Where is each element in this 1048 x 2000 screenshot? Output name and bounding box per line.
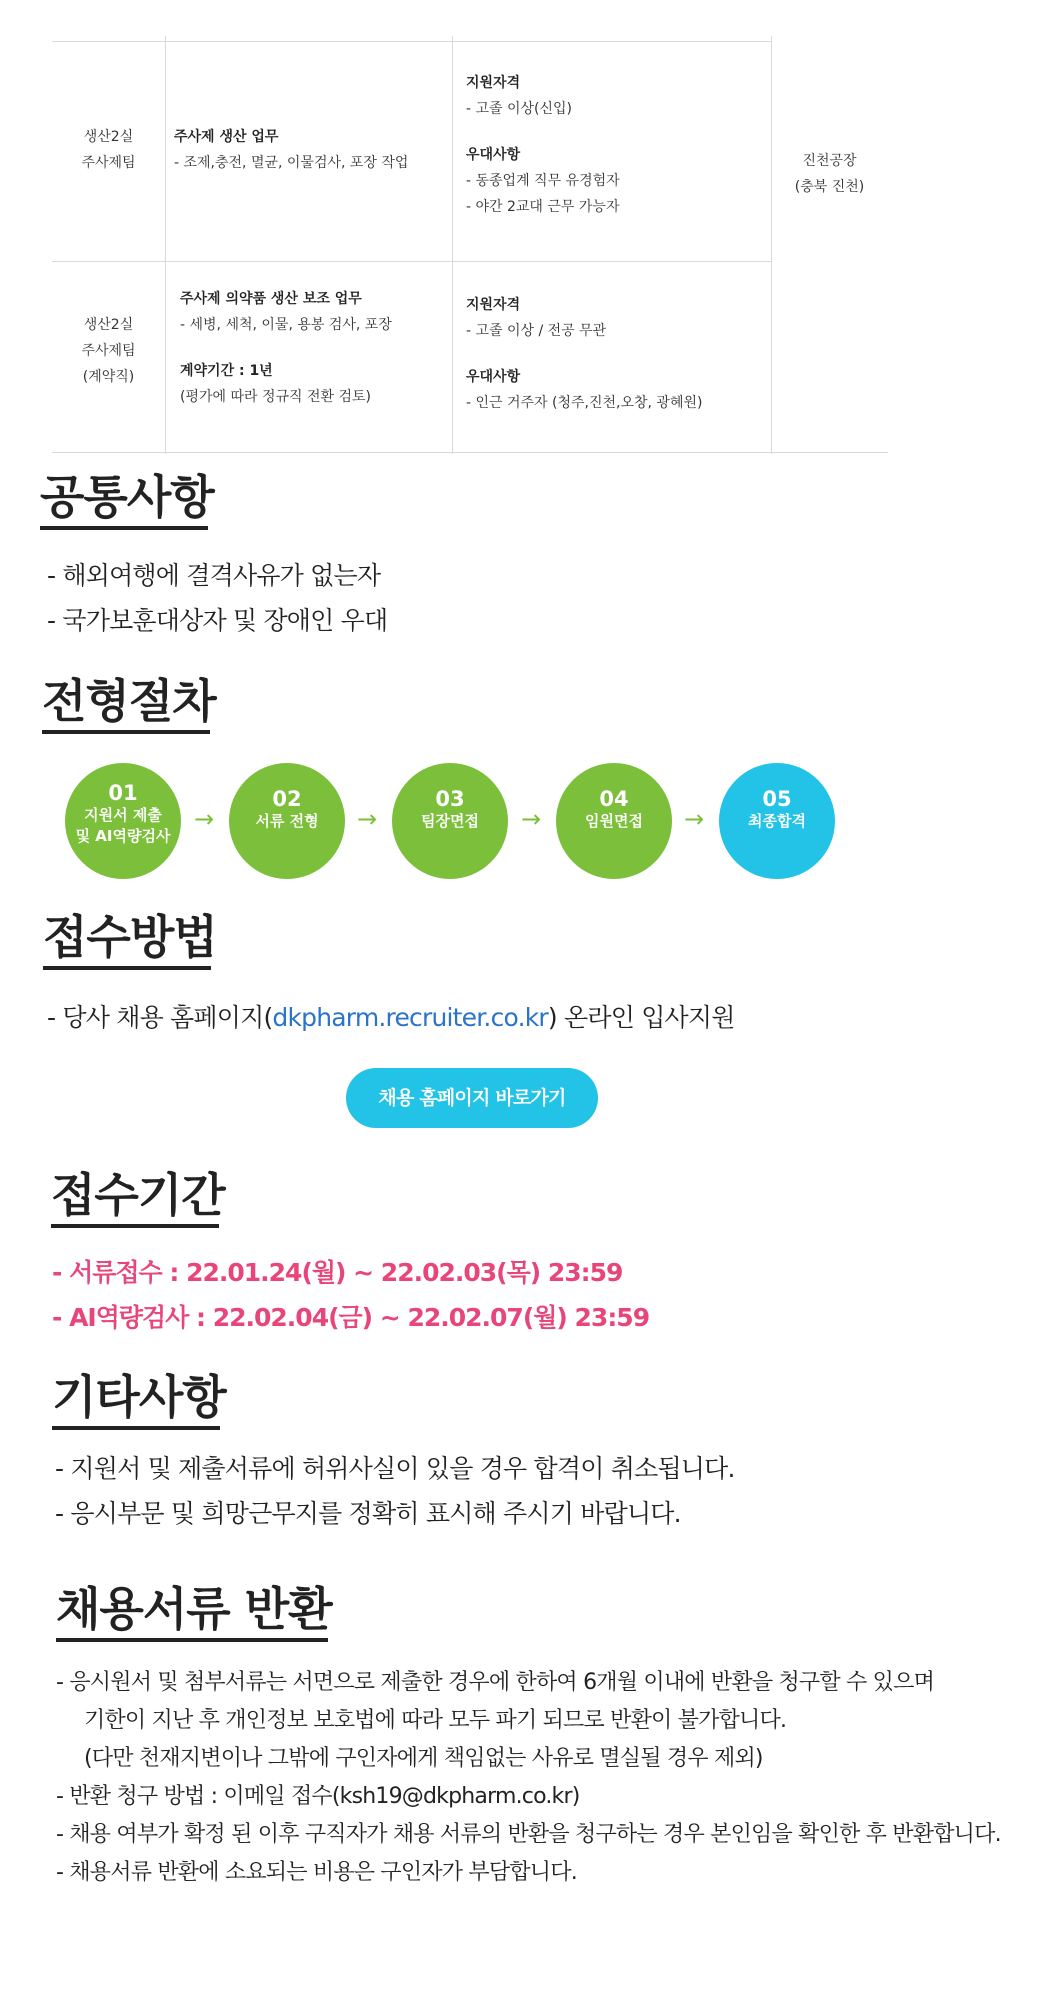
section-title-return: 채용서류 반환	[56, 1582, 332, 1636]
department-label: 생산2실	[83, 317, 134, 333]
apply-prefix: - 당사 채용 홈페이지(	[47, 1003, 273, 1032]
title-underline	[43, 966, 211, 970]
document-period: - 서류접수 : 22.01.24(월) ~ 22.02.03(목) 23:59	[52, 1258, 623, 1287]
step-label: 임원면접	[585, 812, 643, 830]
contract-note: (평가에 따라 정규직 전환 검토)	[180, 389, 372, 405]
duty-cell	[174, 124, 444, 176]
list-item-continued: 기한이 지난 후 개인정보 보호법에 따라 모두 파기 되므로 반환이 불가합니다.	[84, 1708, 787, 1733]
process-step	[65, 763, 181, 879]
list-item: - 응시부문 및 희망근무지를 정확히 표시해 주시기 바랍니다.	[55, 1499, 681, 1528]
location-region: (충북 진천)	[794, 179, 865, 195]
arrow-right-icon: →	[194, 805, 215, 833]
list-item: - 해외여행에 결격사유가 없는자	[47, 561, 381, 590]
preference-item: - 야간 2교대 근무 가능자	[466, 199, 620, 215]
table-divider	[165, 36, 166, 454]
contract-title: 계약기간 : 1년	[180, 363, 273, 379]
duty-title: 주사제 생산 업무	[174, 129, 279, 145]
location-cell	[771, 148, 888, 200]
location-name: 진천공장	[802, 153, 857, 169]
step-number: 03	[435, 787, 465, 811]
list-item: - 반환 청구 방법 : 이메일 접수(ksh19@dkpharm.co.kr)	[56, 1784, 580, 1809]
process-step	[556, 763, 672, 879]
employment-type-label: (계약직)	[82, 369, 135, 385]
preference-item: - 동종업계 직무 유경험자	[466, 173, 620, 189]
step-label: 서류 전형	[255, 812, 319, 830]
arrow-right-icon: →	[521, 805, 542, 833]
list-item: - 국가보훈대상자 및 장애인 우대	[47, 606, 388, 635]
title-underline	[51, 1224, 219, 1228]
step-label: 및 AI역량검사	[75, 827, 171, 845]
step-label: 최종합격	[748, 812, 806, 830]
list-item: - 응시원서 및 첨부서류는 서면으로 제출한 경우에 한하여 6개월 이내에 반환을 청구할 수 있으며	[56, 1670, 935, 1695]
qualification-title: 지원자격	[466, 75, 521, 91]
qualification-cell	[466, 70, 766, 220]
list-item: - 채용 여부가 확정 된 이후 구직자가 채용 서류의 반환을 청구하는 경우 본인임을 확인한 후 반환합니다.	[56, 1822, 1001, 1847]
section-title-period: 접수기간	[51, 1168, 225, 1222]
step-label: 지원서 제출	[84, 806, 162, 824]
process-step	[229, 763, 345, 879]
duty-detail: - 세병, 세척, 이물, 용봉 검사, 포장	[180, 317, 392, 333]
list-item-continued: (다만 천재지변이나 그밖에 구인자에게 책임없는 사유로 멸실될 경우 제외)	[84, 1746, 763, 1771]
table-row	[52, 124, 165, 176]
title-underline	[42, 730, 210, 734]
process-step	[392, 763, 508, 879]
step-number: 02	[272, 787, 302, 811]
apply-suffix: ) 온라인 입사지원	[547, 1003, 735, 1032]
section-title-etc: 기타사항	[52, 1370, 226, 1424]
table-row	[52, 312, 165, 390]
qualification-item: - 고졸 이상(신입)	[466, 101, 573, 117]
preference-title: 우대사항	[466, 147, 521, 163]
ai-test-period: - AI역량검사 : 22.02.04(금) ~ 22.02.07(월) 23:59	[52, 1303, 650, 1332]
team-label: 주사제팀	[81, 343, 136, 359]
job-table	[52, 36, 888, 454]
recruit-homepage-button[interactable]: 채용 홈페이지 바로가기	[346, 1068, 598, 1128]
table-divider	[52, 41, 771, 42]
qualification-item: - 고졸 이상 / 전공 무관	[466, 323, 607, 339]
title-underline	[52, 1426, 220, 1430]
apply-instruction	[47, 996, 735, 1040]
arrow-right-icon: →	[684, 805, 705, 833]
preference-item: - 인근 거주자 (청주,진천,오창, 광혜원)	[466, 395, 703, 411]
duty-cell	[180, 286, 450, 410]
table-divider	[52, 261, 771, 262]
section-title-common: 공통사항	[40, 470, 214, 524]
recruit-site-link[interactable]: dkpharm.recruiter.co.kr	[272, 1003, 548, 1032]
step-label: 팀장면접	[421, 812, 479, 830]
title-underline	[40, 526, 208, 530]
process-step-final	[719, 763, 835, 879]
department-label: 생산2실	[83, 129, 134, 145]
qualification-title: 지원자격	[466, 297, 521, 313]
table-divider	[452, 36, 453, 454]
team-label: 주사제팀	[81, 155, 136, 171]
title-underline	[56, 1638, 328, 1642]
list-item: - 채용서류 반환에 소요되는 비용은 구인자가 부담합니다.	[56, 1860, 577, 1885]
qualification-cell	[466, 292, 766, 416]
step-number: 01	[108, 781, 138, 805]
preference-title: 우대사항	[466, 369, 521, 385]
arrow-right-icon: →	[357, 805, 378, 833]
section-title-process: 전형절차	[42, 674, 216, 728]
section-title-apply: 접수방법	[43, 910, 217, 964]
duty-detail: - 조제,충전, 멸균, 이물검사, 포장 작업	[174, 155, 409, 171]
table-divider	[771, 36, 772, 454]
step-number: 05	[762, 787, 792, 811]
table-divider	[52, 452, 888, 453]
list-item: - 지원서 및 제출서류에 허위사실이 있을 경우 합격이 취소됩니다.	[55, 1454, 735, 1483]
step-number: 04	[599, 787, 629, 811]
duty-title: 주사제 의약품 생산 보조 업무	[180, 291, 362, 307]
